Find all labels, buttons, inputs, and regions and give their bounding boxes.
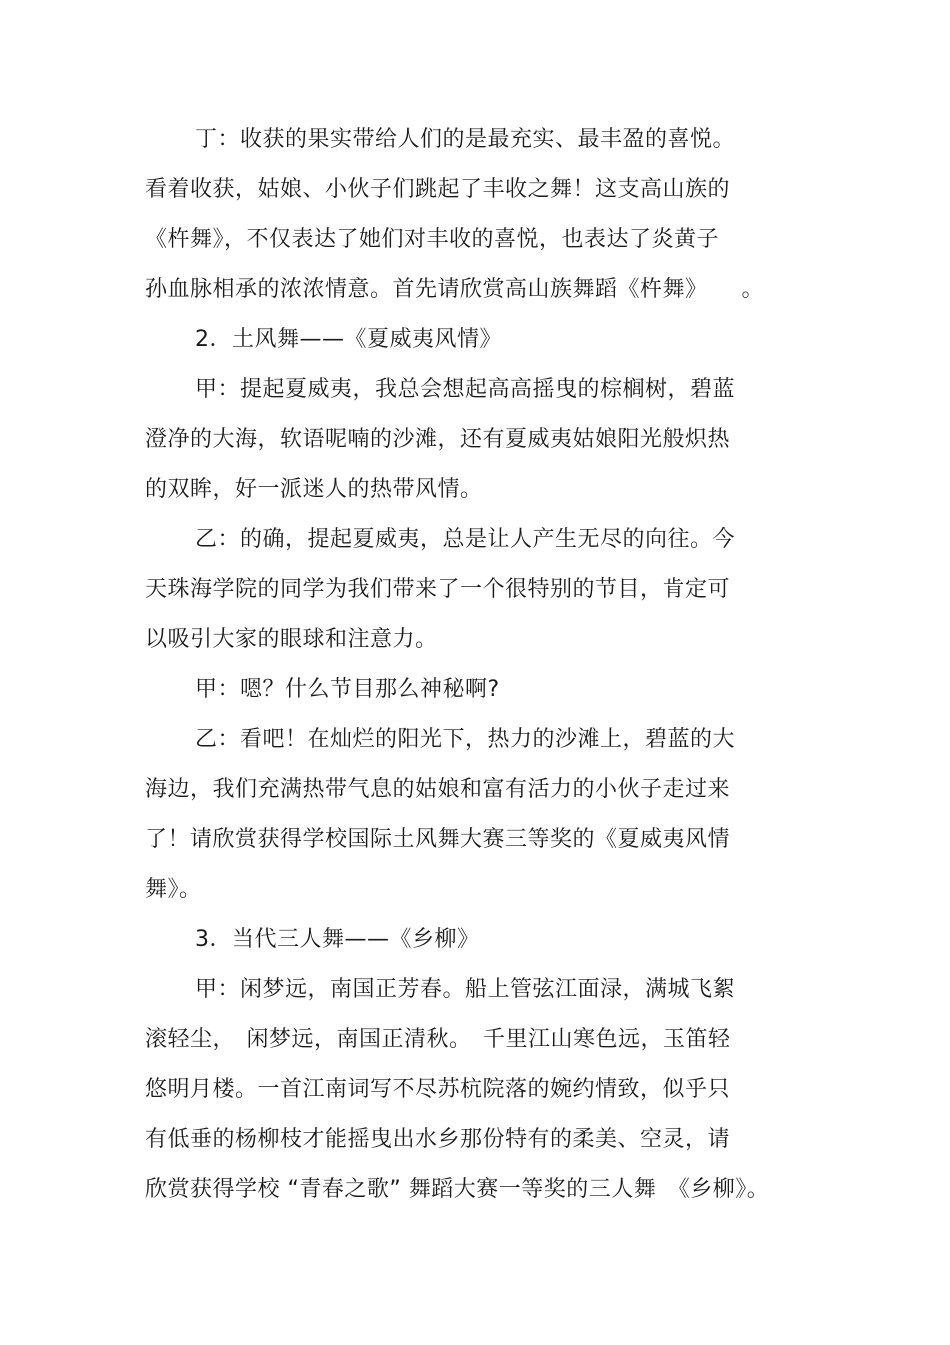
paragraph-line: 《杵舞》，不仅表达了她们对丰收的喜悦，也表达了炎黄子 — [145, 227, 720, 252]
paragraph-line: 海边，我们充满热带气息的姑娘和富有活力的小伙子走过来 — [145, 777, 731, 802]
paragraph-line: 了！请欣赏获得学校国际土风舞大赛三等奖的《夏威夷风情 — [145, 827, 731, 852]
paragraph-line: 甲：提起夏威夷，我总会想起高高摇曳的棕榈树，碧蓝 — [195, 377, 736, 402]
section-heading: 3．当代三人舞——《乡柳》 — [195, 927, 480, 952]
paragraph-line: 甲：闲梦远，南国正芳春。船上管弦江面渌，满城飞絮 — [195, 977, 736, 1002]
paragraph-line: 有低垂的杨柳枝才能摇曳出水乡那份特有的柔美、空灵，请 — [145, 1127, 731, 1152]
paragraph-line: 乙：的确，提起夏威夷，总是让人产生无尽的向往。今 — [195, 527, 736, 552]
paragraph-line: 丁：收获的果实带给人们的是最充实、最丰盈的喜悦。 — [195, 127, 736, 152]
section-heading: 2．土风舞——《夏威夷风情》 — [195, 327, 502, 352]
paragraph-line: 孙血脉相承的浓浓情意。首先请欣赏高山族舞蹈《杵舞》 。 — [145, 277, 765, 302]
paragraph-line: 的双眸，好一派迷人的热带风情。 — [145, 477, 483, 502]
paragraph-line: 欣赏获得学校 “青春之歌” 舞蹈大赛一等奖的三人舞 《乡柳》。 — [145, 1177, 770, 1202]
paragraph-line: 以吸引大家的眼球和注意力。 — [145, 627, 438, 652]
paragraph-line: 滚轻尘， 闲梦远，南国正清秋。 千里江山寒色远，玉笛轻 — [145, 1027, 731, 1052]
paragraph-line: 看着收获，姑娘、小伙子们跳起了丰收之舞！这支高山族的 — [145, 177, 731, 202]
paragraph-line: 悠明月楼。一首江南词写不尽苏杭院落的婉约情致，似乎只 — [145, 1077, 731, 1102]
paragraph-line: 乙：看吧！在灿烂的阳光下，热力的沙滩上，碧蓝的大 — [195, 727, 736, 752]
paragraph-line: 天珠海学院的同学为我们带来了一个很特别的节目，肯定可 — [145, 577, 731, 602]
paragraph-line: 甲：嗯？什么节目那么神秘啊? — [195, 677, 500, 702]
paragraph-line: 澄净的大海，软语呢喃的沙滩，还有夏威夷姑娘阳光般炽热 — [145, 427, 731, 452]
paragraph-line: 舞》。 — [145, 877, 202, 902]
